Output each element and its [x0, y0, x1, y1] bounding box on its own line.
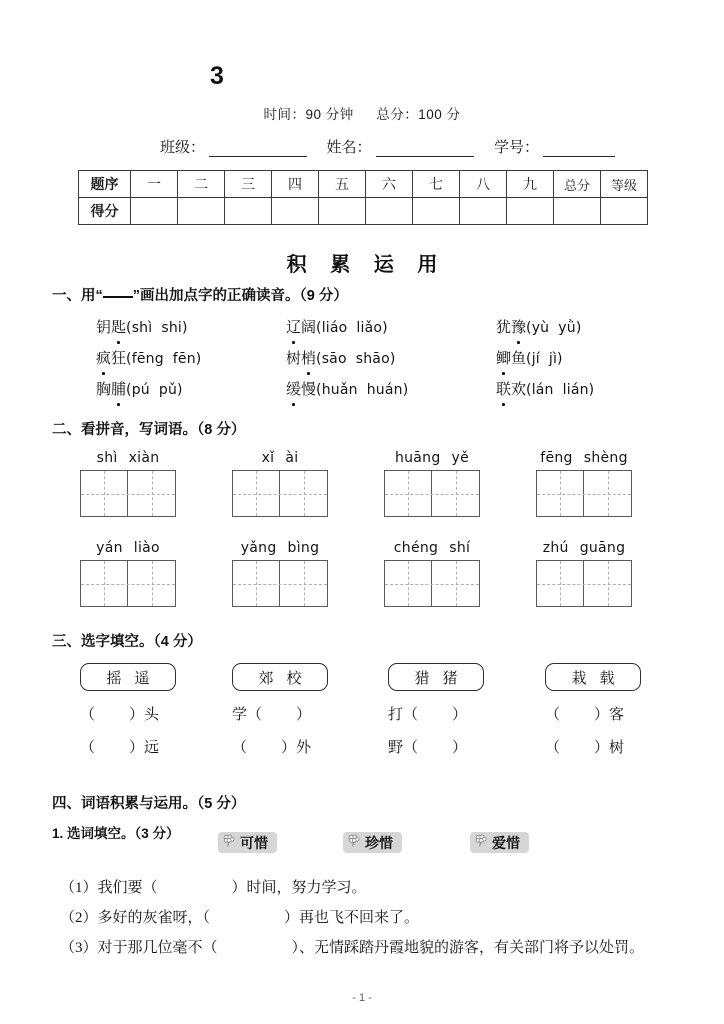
- score-table-cell[interactable]: [319, 198, 366, 225]
- score-table-row-label: 题序: [79, 171, 131, 198]
- q3-answer-line[interactable]: [232, 736, 328, 757]
- q2-pinyin-prompt: [80, 540, 176, 556]
- q1-char: 缓: [286, 378, 301, 399]
- student-id-blank[interactable]: [543, 143, 615, 157]
- q3-group: [388, 663, 484, 757]
- q2-pinyin-prompt: [232, 450, 328, 466]
- word-bank-chip[interactable]: [343, 832, 402, 853]
- q1-row: [96, 378, 696, 409]
- word-bank-chip[interactable]: [218, 832, 277, 853]
- q2-writing-block: [232, 540, 328, 607]
- q1-item: [286, 347, 396, 368]
- q1-row: [96, 347, 696, 378]
- q2-pinyin-2: shí: [449, 540, 471, 556]
- q2-pinyin-prompt: [536, 540, 632, 556]
- q2-grid-cell[interactable]: [385, 561, 432, 606]
- q3-line-prefix: （: [545, 740, 561, 756]
- q3-line-suffix: ）外: [281, 740, 312, 756]
- q1-heading-pre: 一、用“: [52, 288, 103, 304]
- q4-sentence[interactable]: [60, 906, 419, 927]
- q4-sentence-prefix: （3）对于那几位毫不（: [60, 940, 218, 956]
- q2-pinyin-2: liào: [133, 540, 160, 556]
- q3-line-prefix: 野（: [388, 740, 419, 756]
- q3-answer-line[interactable]: [232, 703, 328, 724]
- score-table-col-header: 八: [460, 171, 507, 198]
- word-bank-chip[interactable]: [470, 832, 529, 853]
- score-table-row-label: 得分: [79, 198, 131, 225]
- q4-sentence-prefix: （2）多好的灰雀呀，（: [60, 910, 211, 926]
- student-id-label: 学号：: [493, 140, 539, 156]
- score-table-col-header: 五: [319, 171, 366, 198]
- q1-char: 鲫: [496, 347, 511, 368]
- q2-grid-cell[interactable]: [584, 471, 631, 516]
- q1-char: 阔: [301, 320, 317, 336]
- q3-line-suffix: ）头: [129, 707, 160, 723]
- q1-char: 豫: [511, 316, 526, 337]
- q3-line-suffix: ）: [296, 707, 312, 723]
- q2-writing-block: [384, 450, 480, 517]
- q3-option-box[interactable]: 猎猪: [388, 663, 484, 691]
- q2-pinyin-1: fēng: [540, 450, 573, 466]
- flower-icon: [474, 834, 488, 848]
- score-table-col-header: 七: [413, 171, 460, 198]
- q2-writing-block: [232, 450, 328, 517]
- score-table-col-header: 等级: [601, 171, 648, 198]
- q1-pinyin-option-a[interactable]: (yù: [526, 320, 550, 336]
- q1-char: 匙: [111, 316, 126, 337]
- exam-meta-line: [0, 103, 724, 123]
- score-table: [78, 170, 648, 225]
- q2-writing-block: [384, 540, 480, 607]
- q1-item: [96, 316, 188, 337]
- q1-pinyin-option-b[interactable]: pǔ): [158, 382, 183, 398]
- q4-sentence-suffix: ）、无情踩踏丹霞地貌的游客，有关部门将予以处罚。: [291, 940, 645, 956]
- q2-pinyin-1: huāng: [394, 450, 441, 466]
- name-label: 姓名：: [326, 140, 372, 156]
- q3-line-prefix: 打（: [388, 707, 419, 723]
- class-label: 班级：: [160, 140, 206, 156]
- q1-item: [96, 378, 183, 399]
- q3-line-prefix: （: [80, 740, 96, 756]
- q2-pinyin-2: shèng: [583, 450, 628, 466]
- q3-option-box[interactable]: 栽载: [545, 663, 641, 691]
- q1-pinyin-options[interactable]: [316, 320, 388, 336]
- score-table-value-row: [79, 198, 648, 225]
- q1-char: 辽: [286, 316, 301, 337]
- q3-line-suffix: ）: [452, 740, 468, 756]
- q2-grid-cell[interactable]: [280, 561, 327, 606]
- flower-icon: [222, 834, 236, 848]
- q1-pinyin-option-b[interactable]: yǜ): [558, 320, 582, 336]
- section-banner: 积 累 运 用: [286, 254, 447, 276]
- name-field[interactable]: [327, 136, 474, 157]
- q1-pinyin-option-b[interactable]: fēn): [172, 351, 202, 367]
- q2-pinyin-1: xǐ: [261, 450, 275, 466]
- q2-grid-cell[interactable]: [233, 471, 280, 516]
- q3-group: [545, 663, 641, 757]
- score-table-cell[interactable]: [131, 198, 178, 225]
- q2-grid-cell[interactable]: [537, 561, 584, 606]
- score-table-cell[interactable]: [413, 198, 460, 225]
- q2-tianzige-grid[interactable]: [536, 560, 632, 607]
- q1-pinyin-option-b[interactable]: liǎo): [356, 320, 388, 336]
- q1-char: 欢: [511, 382, 527, 398]
- score-table-col-header: 四: [272, 171, 319, 198]
- q1-char: 联: [496, 378, 511, 399]
- q1-pinyin-option-a[interactable]: (fēng: [126, 351, 164, 367]
- q3-line-suffix: ）: [452, 707, 468, 723]
- q1-pinyin-options[interactable]: [526, 382, 594, 398]
- exam-time: 时间：90 分钟: [263, 107, 354, 122]
- q3-answer-line[interactable]: [80, 736, 176, 757]
- q2-tianzige-grid[interactable]: [232, 560, 328, 607]
- q3-line-suffix: ）树: [594, 740, 625, 756]
- class-blank[interactable]: [209, 143, 307, 157]
- score-table-col-header: 总分: [554, 171, 601, 198]
- q1-pinyin-options[interactable]: [126, 320, 188, 336]
- score-table-col-header: 九: [507, 171, 554, 198]
- q2-tianzige-grid[interactable]: [384, 470, 480, 517]
- q2-grid-cell[interactable]: [280, 471, 327, 516]
- q2-pinyin-1: shì: [96, 450, 118, 466]
- q2-writing-block: [536, 540, 632, 607]
- q1-pinyin-option-a[interactable]: (pú: [126, 382, 150, 398]
- q2-grid-cell[interactable]: [584, 561, 631, 606]
- q2-writing-block: [80, 450, 176, 517]
- q2-grid-cell[interactable]: [81, 561, 128, 606]
- q1-pinyin-option-b[interactable]: shi): [161, 320, 188, 336]
- question-4-heading: 四、词语积累与运用。（5 分）: [52, 796, 246, 812]
- score-table-cell[interactable]: [272, 198, 319, 225]
- q1-pinyin-option-a[interactable]: (lán: [526, 382, 554, 398]
- q1-pinyin-options[interactable]: [316, 351, 395, 367]
- flower-icon: [347, 834, 361, 848]
- q2-tianzige-grid[interactable]: [232, 470, 328, 517]
- score-table-cell[interactable]: [601, 198, 648, 225]
- q1-pinyin-options[interactable]: [526, 351, 563, 367]
- q1-char: 脯: [111, 378, 126, 399]
- q2-tianzige-grid[interactable]: [384, 560, 480, 607]
- score-table-col-header: 二: [178, 171, 225, 198]
- q2-grid-cell[interactable]: [128, 561, 175, 606]
- q3-line-prefix: （: [545, 707, 561, 723]
- q1-item: [286, 378, 408, 399]
- score-table-cell[interactable]: [460, 198, 507, 225]
- q4-sentence-suffix: ）再也飞不回来了。: [284, 910, 420, 926]
- q3-line-prefix: 学（: [232, 707, 263, 723]
- q2-pinyin-1: yǎng: [240, 540, 277, 556]
- q1-pinyin-option-b[interactable]: huán): [366, 382, 409, 398]
- score-table-header-row: [79, 171, 648, 198]
- q2-pinyin-2: yě: [451, 450, 470, 466]
- q1-item: [496, 347, 563, 368]
- exam-total-score: 总分：100 分: [376, 107, 461, 122]
- q2-writing-block: [80, 540, 176, 607]
- q3-line-prefix: （: [232, 740, 248, 756]
- q3-line-suffix: ）客: [594, 707, 625, 723]
- q2-pinyin-1: zhú: [542, 540, 569, 556]
- q1-char: 胸: [96, 382, 112, 398]
- q1-char: 疯: [96, 347, 111, 368]
- q3-answer-line[interactable]: [388, 736, 484, 757]
- q2-pinyin-2: guāng: [579, 540, 626, 556]
- q3-group: [232, 663, 328, 757]
- q3-answer-line[interactable]: [545, 736, 641, 757]
- q1-item: [496, 316, 582, 337]
- q2-grid-cell[interactable]: [537, 471, 584, 516]
- q1-char: 鱼: [511, 351, 527, 367]
- q1-heading-underline: [103, 296, 133, 298]
- q3-line-prefix: （: [80, 707, 96, 723]
- q3-group: [80, 663, 176, 757]
- question-4-sub-heading: 1. 选词填空。（3 分）: [52, 826, 180, 841]
- score-table-cell[interactable]: [366, 198, 413, 225]
- q2-tianzige-grid[interactable]: [536, 470, 632, 517]
- q1-char: 钥: [96, 320, 112, 336]
- q3-answer-line[interactable]: [545, 703, 641, 724]
- score-table-col-header: 一: [131, 171, 178, 198]
- q2-grid-cell[interactable]: [128, 471, 175, 516]
- q1-pinyin-options[interactable]: [126, 382, 183, 398]
- q4-sentence[interactable]: [60, 936, 644, 957]
- word-bank-label: 爱惜: [492, 834, 520, 851]
- q1-char: 树: [286, 351, 302, 367]
- q2-pinyin-prompt: [80, 450, 176, 466]
- q1-row: [96, 316, 696, 347]
- q2-grid-cell[interactable]: [432, 471, 479, 516]
- q1-pinyin-option-a[interactable]: (shì: [126, 320, 153, 336]
- word-bank-label: 珍惜: [365, 834, 393, 851]
- q4-sentence-prefix: （1）我们要（: [60, 880, 158, 896]
- q1-char: 梢: [301, 347, 316, 368]
- q1-char: 慢: [301, 382, 317, 398]
- q1-pinyin-option-a[interactable]: (huǎn: [316, 382, 358, 398]
- q1-pinyin-options[interactable]: [526, 320, 581, 336]
- q3-answer-line[interactable]: [388, 703, 484, 724]
- q2-pinyin-prompt: [384, 450, 480, 466]
- page-number: - 1 -: [352, 992, 372, 1004]
- paper-number: 3: [210, 62, 224, 90]
- score-table-col-header: 三: [225, 171, 272, 198]
- q2-pinyin-2: bìng: [287, 540, 320, 556]
- q2-grid-cell[interactable]: [432, 561, 479, 606]
- q2-writing-block: [536, 450, 632, 517]
- q1-char: 狂: [111, 351, 127, 367]
- q2-pinyin-prompt: [232, 540, 328, 556]
- q2-tianzige-grid[interactable]: [80, 470, 176, 517]
- q3-line-suffix: ）远: [129, 740, 160, 756]
- class-field[interactable]: [160, 136, 307, 157]
- q1-item: [96, 347, 201, 368]
- q2-pinyin-1: yán: [96, 540, 123, 556]
- q2-pinyin-prompt: [536, 450, 632, 466]
- q4-sentence-suffix: ）时间，努力学习。: [231, 880, 367, 896]
- q2-pinyin-prompt: [384, 540, 480, 556]
- q1-item: [496, 378, 594, 399]
- student-info-row: [160, 136, 615, 157]
- question-3-heading: 三、选字填空。（4 分）: [52, 634, 202, 650]
- name-blank[interactable]: [376, 143, 474, 157]
- q1-pinyin-options[interactable]: [126, 351, 201, 367]
- question-1-heading: [52, 284, 348, 305]
- q2-pinyin-2: ài: [285, 450, 299, 466]
- q2-pinyin-1: chéng: [393, 540, 439, 556]
- q3-option-box[interactable]: 摇遥: [80, 663, 176, 691]
- q2-tianzige-grid[interactable]: [80, 560, 176, 607]
- q2-grid-cell[interactable]: [81, 471, 128, 516]
- q1-pinyin-option-b[interactable]: lián): [562, 382, 595, 398]
- q1-char: 犹: [496, 320, 512, 336]
- q1-pinyin-option-b[interactable]: shāo): [355, 351, 396, 367]
- score-table-cell[interactable]: [178, 198, 225, 225]
- q1-pinyin-option-a[interactable]: (sāo: [316, 351, 347, 367]
- score-table-col-header: 六: [366, 171, 413, 198]
- q1-pinyin-option-a[interactable]: (jí: [526, 351, 540, 367]
- q1-item: [286, 316, 388, 337]
- student-id-field[interactable]: [494, 136, 615, 157]
- q2-pinyin-2: xiàn: [128, 450, 160, 466]
- score-table-cell[interactable]: [554, 198, 601, 225]
- question-1-items: [96, 316, 696, 409]
- q3-option-box[interactable]: 郊校: [232, 663, 328, 691]
- q1-pinyin-options[interactable]: [316, 382, 408, 398]
- word-bank-label: 可惜: [240, 834, 268, 851]
- q1-pinyin-option-a[interactable]: (liáo: [316, 320, 348, 336]
- score-table-cell[interactable]: [507, 198, 554, 225]
- q2-grid-cell[interactable]: [385, 471, 432, 516]
- score-table-cell[interactable]: [225, 198, 272, 225]
- question-2-heading: 二、看拼音，写词语。（8 分）: [52, 422, 246, 438]
- q3-answer-line[interactable]: [80, 703, 176, 724]
- q1-heading-post: ”画出加点字的正确读音。（9 分）: [132, 288, 348, 304]
- q1-pinyin-option-b[interactable]: jì): [548, 351, 563, 367]
- q2-grid-cell[interactable]: [233, 561, 280, 606]
- q4-sentence[interactable]: [60, 876, 367, 897]
